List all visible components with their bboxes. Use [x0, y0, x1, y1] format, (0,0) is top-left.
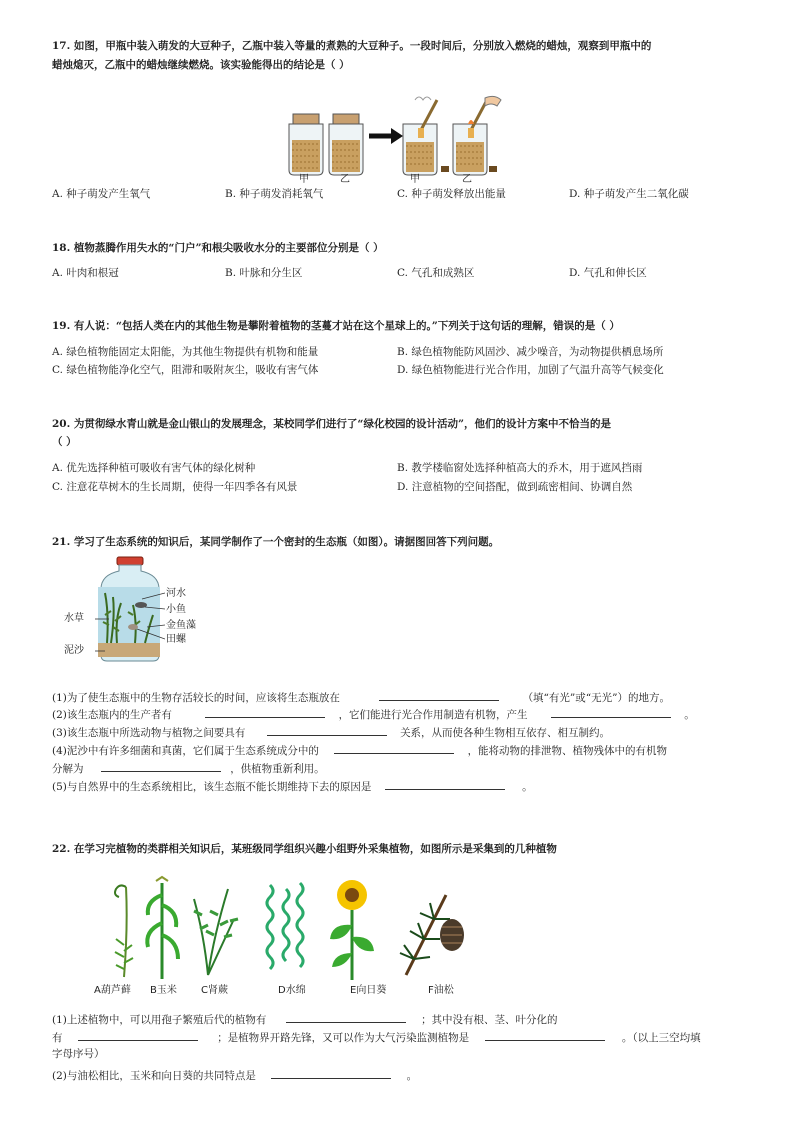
jar-yi-2 — [453, 96, 501, 175]
q22-sub1-text-d: ；是植物界开路先锋，又可以作为大气污染监测植物是 — [217, 1032, 470, 1044]
q21-blank-2b[interactable] — [551, 705, 671, 718]
q21-stem: 21. 学习了生态系统的知识后，某同学制作了一个密封的生态瓶（如图）。请据图回答下列问题。 — [52, 536, 500, 548]
q22-sub1 — [52, 1010, 558, 1028]
q21-sub2-text-b: ，它们能进行光合作用制造有机物，产生 — [338, 709, 528, 721]
q18-option-d[interactable]: D. 气孔和伸长区 — [569, 267, 647, 279]
q20-option-c[interactable]: C. 注意花草树木的生长周期，使得一年四季各有风景 — [52, 481, 298, 493]
q21-sub3-text-a: (3)该生态瓶中所选动物与植物之间要具有 — [52, 727, 246, 739]
q18-stem: 18. 植物蒸腾作用失水的“门户”和根尖吸收水分的主要部位分别是（ ） — [52, 242, 384, 254]
q21-label-mud: 泥沙 — [64, 645, 84, 656]
q18-option-b[interactable]: B. 叶脉和分生区 — [225, 267, 303, 279]
q22-sub1-text-e: 。（以上三空均填 — [621, 1032, 701, 1044]
plant-a-moss — [115, 885, 133, 977]
plant-e-sunflower — [330, 880, 374, 980]
q17-label-yi-1: 乙 — [340, 174, 350, 185]
q21-sub1 — [52, 688, 670, 706]
q21-sub1-text-a: (1)为了使生态瓶中的生物存活较长的时间，应该将生态瓶放在 — [52, 692, 340, 704]
q21-blank-1[interactable] — [379, 688, 499, 701]
q22-blank-2[interactable] — [271, 1066, 391, 1079]
q17-stem-line1: 17. 如图，甲瓶中装入萌发的大豆种子，乙瓶中装入等量的煮熟的大豆种子。一段时间后，分别放入燃烧的蜡烛，观察到甲瓶中的 — [52, 40, 652, 52]
q22-caption-e: E向日葵 — [350, 985, 387, 996]
q20-option-a[interactable]: A. 优先选择种植可吸收有害气体的绿化树种 — [52, 462, 256, 474]
q21-sub2 — [52, 705, 695, 723]
plant-d-spirogyra — [267, 883, 303, 969]
q21-blank-3[interactable] — [267, 723, 387, 736]
q17-seed-jar-figure — [285, 90, 515, 185]
q21-label-snail: 田螺 — [166, 634, 186, 645]
q21-sub4-text-b: ，能将动物的排泄物、植物残体中的有机物 — [467, 745, 668, 757]
q21-label-fish: 小鱼 — [166, 604, 186, 615]
q21-label-hornwort: 金鱼藻 — [166, 620, 196, 631]
q21-blank-2a[interactable] — [205, 705, 325, 718]
q17-option-b[interactable]: B. 种子萌发消耗氧气 — [225, 188, 324, 200]
q17-stem-line2: 蜡烛熄灭，乙瓶中的蜡烛继续燃烧。该实验能得出的结论是（ ） — [52, 59, 350, 71]
q21-sub4-text-c: 分解为 — [52, 763, 84, 775]
q22-blank-1b[interactable] — [78, 1028, 198, 1041]
q22-plants-figure — [90, 875, 490, 985]
q17-label-jia-2: 甲 — [410, 174, 420, 185]
q22-caption-f: F油松 — [428, 985, 454, 996]
q22-sub2 — [52, 1066, 417, 1084]
q21-sub4-text-d: ，供植物重新利用。 — [230, 763, 325, 775]
q19-option-d[interactable]: D. 绿色植物能进行光合作用，加剧了气温升高等气候变化 — [397, 364, 664, 376]
jar-yi-1 — [329, 114, 363, 175]
q20-stem-line1: 20. 为贯彻绿水青山就是金山银山的发展理念，某校同学们进行了“绿化校园的设计活动”，他们的设计方案中不恰当的是 — [52, 418, 611, 430]
q21-blank-5[interactable] — [385, 777, 505, 790]
q22-sub1-text-a: (1)上述植物中，可以用孢子繁殖后代的植物有 — [52, 1014, 267, 1026]
q21-sub5-text-b: 。 — [522, 781, 533, 793]
plant-b-corn — [147, 877, 178, 979]
q22-caption-a: A葫芦藓 — [94, 985, 131, 996]
jar-jia-1 — [289, 114, 323, 175]
q21-sub2-text-a: (2)该生态瓶内的生产者有 — [52, 709, 172, 721]
q22-sub1-note: 字母序号） — [52, 1048, 105, 1060]
q17-label-yi-2: 乙 — [462, 174, 472, 185]
q19-option-c[interactable]: C. 绿色植物能净化空气，阻滞和吸附灰尘，吸收有害气体 — [52, 364, 319, 376]
q21-ecobottle-figure — [95, 555, 165, 665]
jar-jia-2 — [403, 97, 449, 175]
q21-sub4-text-a: (4)泥沙中有许多细菌和真菌，它们属于生态系统成分中的 — [52, 745, 319, 757]
q19-option-b[interactable]: B. 绿色植物能防风固沙、减少噪音，为动物提供栖息场所 — [397, 346, 664, 358]
q21-sub5-text-a: (5)与自然界中的生态系统相比，该生态瓶不能长期维持下去的原因是 — [52, 781, 372, 793]
q21-label-grass: 水草 — [64, 613, 84, 624]
q21-label-river: 河水 — [166, 588, 186, 599]
q22-caption-c: C肾蕨 — [201, 985, 228, 996]
q18-option-a[interactable]: A. 叶肉和根冠 — [52, 267, 119, 279]
q22-sub1-cont — [52, 1028, 701, 1046]
q22-blank-1c[interactable] — [485, 1028, 605, 1041]
plant-f-pine — [400, 895, 464, 975]
q17-label-jia-1: 甲 — [299, 174, 309, 185]
q21-sub3-text-b: 关系，从而使各种生物相互依存、相互制约。 — [400, 727, 611, 739]
q17-option-d[interactable]: D. 种子萌发产生二氧化碳 — [569, 188, 689, 200]
q21-sub1-text-b: （填“有光”或“无光”）的地方。 — [522, 692, 671, 704]
q21-sub3 — [52, 723, 610, 741]
q22-blank-1a[interactable] — [286, 1010, 406, 1023]
q21-sub4 — [52, 741, 667, 759]
q18-option-c[interactable]: C. 气孔和成熟区 — [397, 267, 475, 279]
q21-sub5 — [52, 777, 533, 795]
q22-sub1-text-b: ；其中没有根、茎、叶分化的 — [421, 1014, 558, 1026]
q19-option-a[interactable]: A. 绿色植物能固定太阳能，为其他生物提供有机物和能量 — [52, 346, 319, 358]
q22-sub2-text-b: 。 — [406, 1070, 418, 1082]
q22-sub2-text-a: (2)与油松相比，玉米和向日葵的共同特点是 — [52, 1070, 256, 1082]
q20-stem-line2: （ ） — [52, 436, 77, 448]
q21-sub4-cont — [52, 759, 325, 777]
q22-sub1-text-c: 有 — [52, 1032, 63, 1044]
q21-sub2-text-c: 。 — [684, 709, 695, 721]
q22-caption-b: B玉米 — [150, 985, 177, 996]
q19-stem: 19. 有人说：“包括人类在内的其他生物是攀附着植物的茎蔓才站在这个星球上的。”下列关于这句话的理解，错误的是（ ） — [52, 320, 620, 332]
q20-option-d[interactable]: D. 注意植物的空间搭配，做到疏密相间、协调自然 — [397, 481, 633, 493]
q22-caption-d: D水绵 — [278, 985, 306, 996]
q17-option-a[interactable]: A. 种子萌发产生氧气 — [52, 188, 151, 200]
q22-stem: 22. 在学习完植物的类群相关知识后，某班级同学组织兴趣小组野外采集植物，如图所示是采集到的几种植物 — [52, 843, 557, 855]
q20-option-b[interactable]: B. 教学楼临窗处选择种植高大的乔木，用于遮风挡雨 — [397, 462, 643, 474]
q17-option-c[interactable]: C. 种子萌发释放出能量 — [397, 188, 506, 200]
plant-c-fern — [194, 889, 238, 975]
q21-blank-4a[interactable] — [334, 741, 454, 754]
q21-blank-4b[interactable] — [101, 759, 221, 772]
